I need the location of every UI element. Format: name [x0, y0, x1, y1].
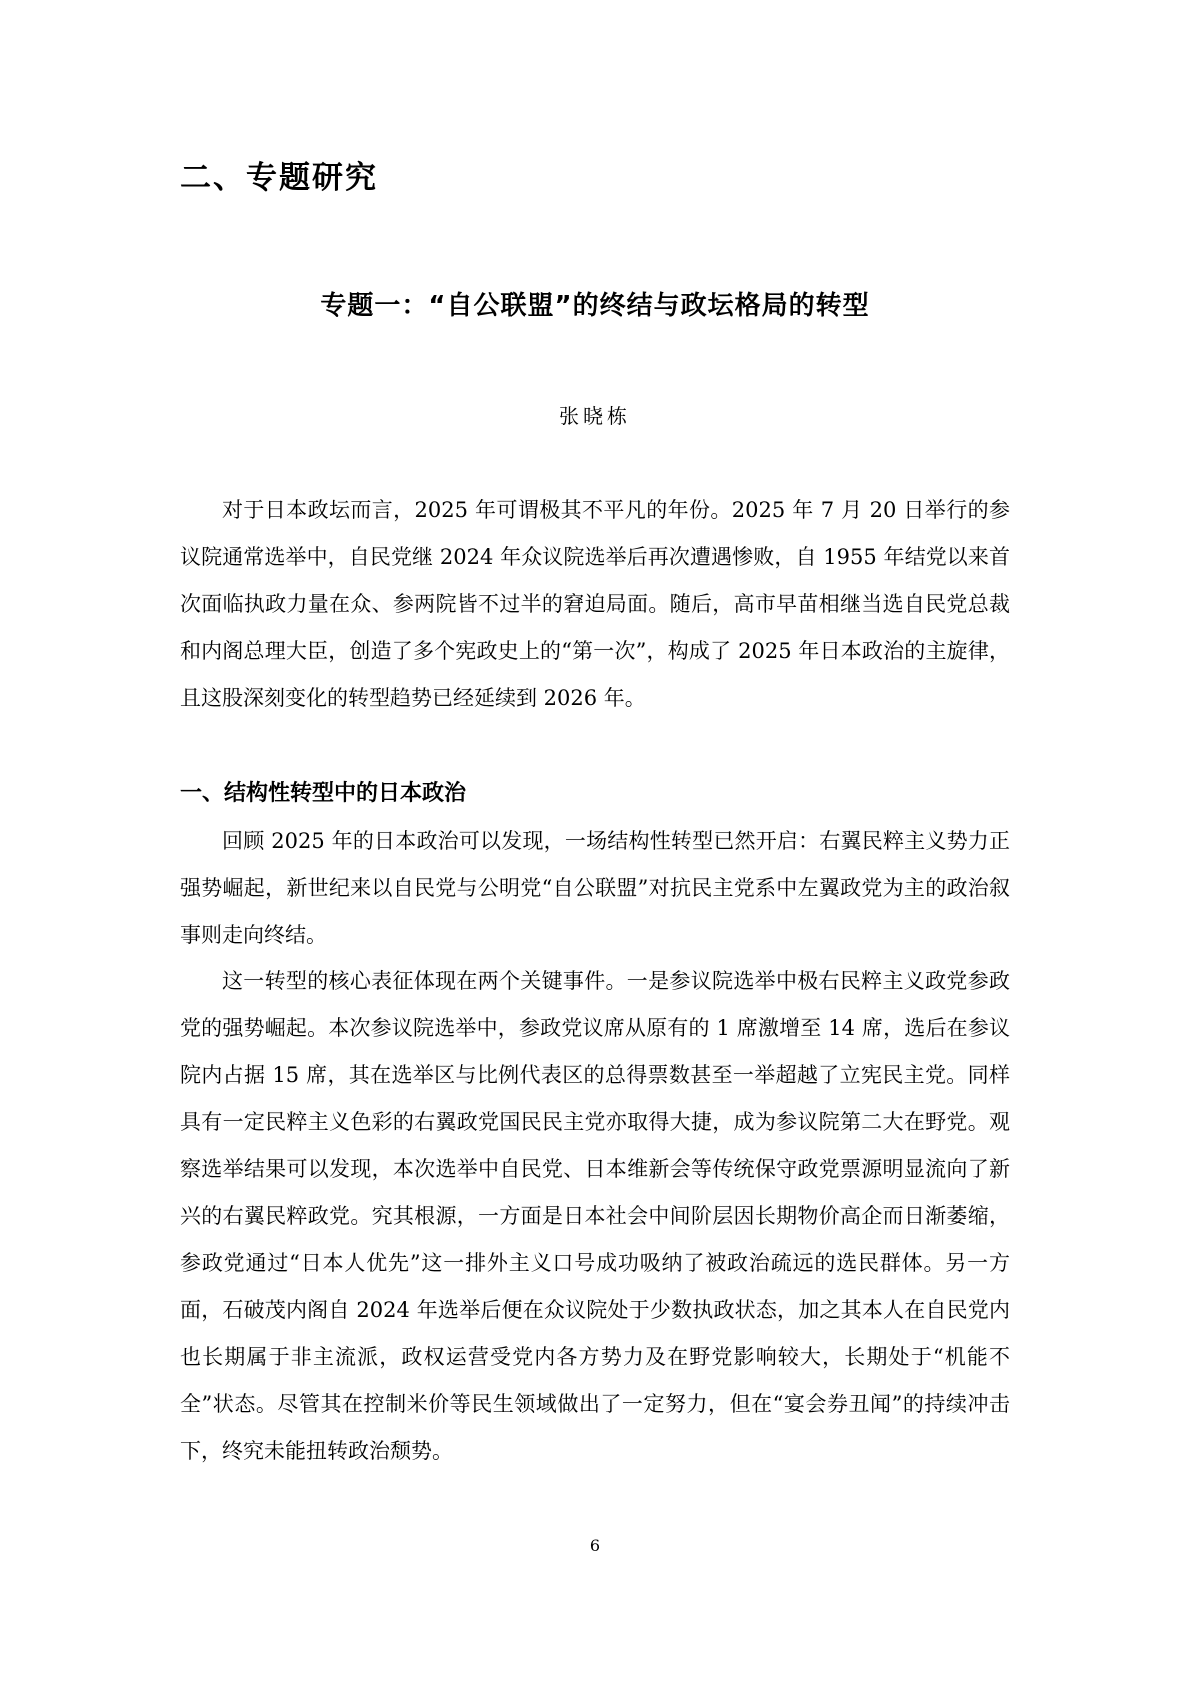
author-name: 张晓栋: [559, 404, 631, 428]
sub-heading: 一、结构性转型中的日本政治: [180, 781, 467, 806]
body-paragraph-1: 回顾 2025 年的日本政治可以发现，一场结构性转型已然开启：右翼民粹主义势力正强势崛起，新世纪来以自民党与公明党“自公联盟”对抗民主党系中左翼政党为主的政治叙事则走向终结。: [180, 829, 1010, 947]
page-number: 6: [589, 1536, 601, 1555]
topic-title: 专题一：“自公联盟”的终结与政坛格局的转型: [320, 291, 870, 321]
body-paragraph-2: 这一转型的核心表征体现在两个关键事件。一是参议院选举中极右民粹主义政党参政党的强势崛起。本次参议院选举中，参政党议席从原有的 1 席激增至 14 席，选后在参议院内占据 15 席，其在选举区与比例代表区的总得票数甚至一举超越了立宪民主党。同样具有一定民粹主义色彩的右翼政党国民民主党亦取得大捷，成为参议院第二大在野党。观察选举结果可以发现，本次选举中自民党、日本维新会等传统保守政党票源明显流向了新兴的右翼民粹政党。究其根源，一方面是日本社会中间阶层因长期物价高企而日渐萎缩，参政党通过“日本人优先”这一排外主义口号成功吸纳了被政治疏远的选民群体。另一方面，石破茂内阁自 2024 年选举后便在众议院处于少数执政状态，加之其本人在自民党内也长期属于非主流派，政权运营受党内各方势力及在野党影响较大，长期处于“机能不全”状态。尽管其在控制米价等民生领域做出了一定努力，但在“宴会券丑闻”的持续冲击下，终究未能扭转政治颓势。: [180, 969, 1010, 1463]
section-title: 二、专题研究: [180, 160, 378, 196]
intro-paragraph: 对于日本政坛而言，2025 年可谓极其不平凡的年份。2025 年 7 月 20 日举行的参议院通常选举中，自民党继 2024 年众议院选举后再次遭遇惨败，自 1955 年结党以来首次面临执政力量在众、参两院皆不过半的窘迫局面。随后，高市早苗相继当选自民党总裁和内阁总理大臣，创造了多个宪政史上的“第一次”，构成了 2025 年日本政治的主旋律，且这股深刻变化的转型趋势已经延续到 2026 年。: [180, 498, 1010, 710]
